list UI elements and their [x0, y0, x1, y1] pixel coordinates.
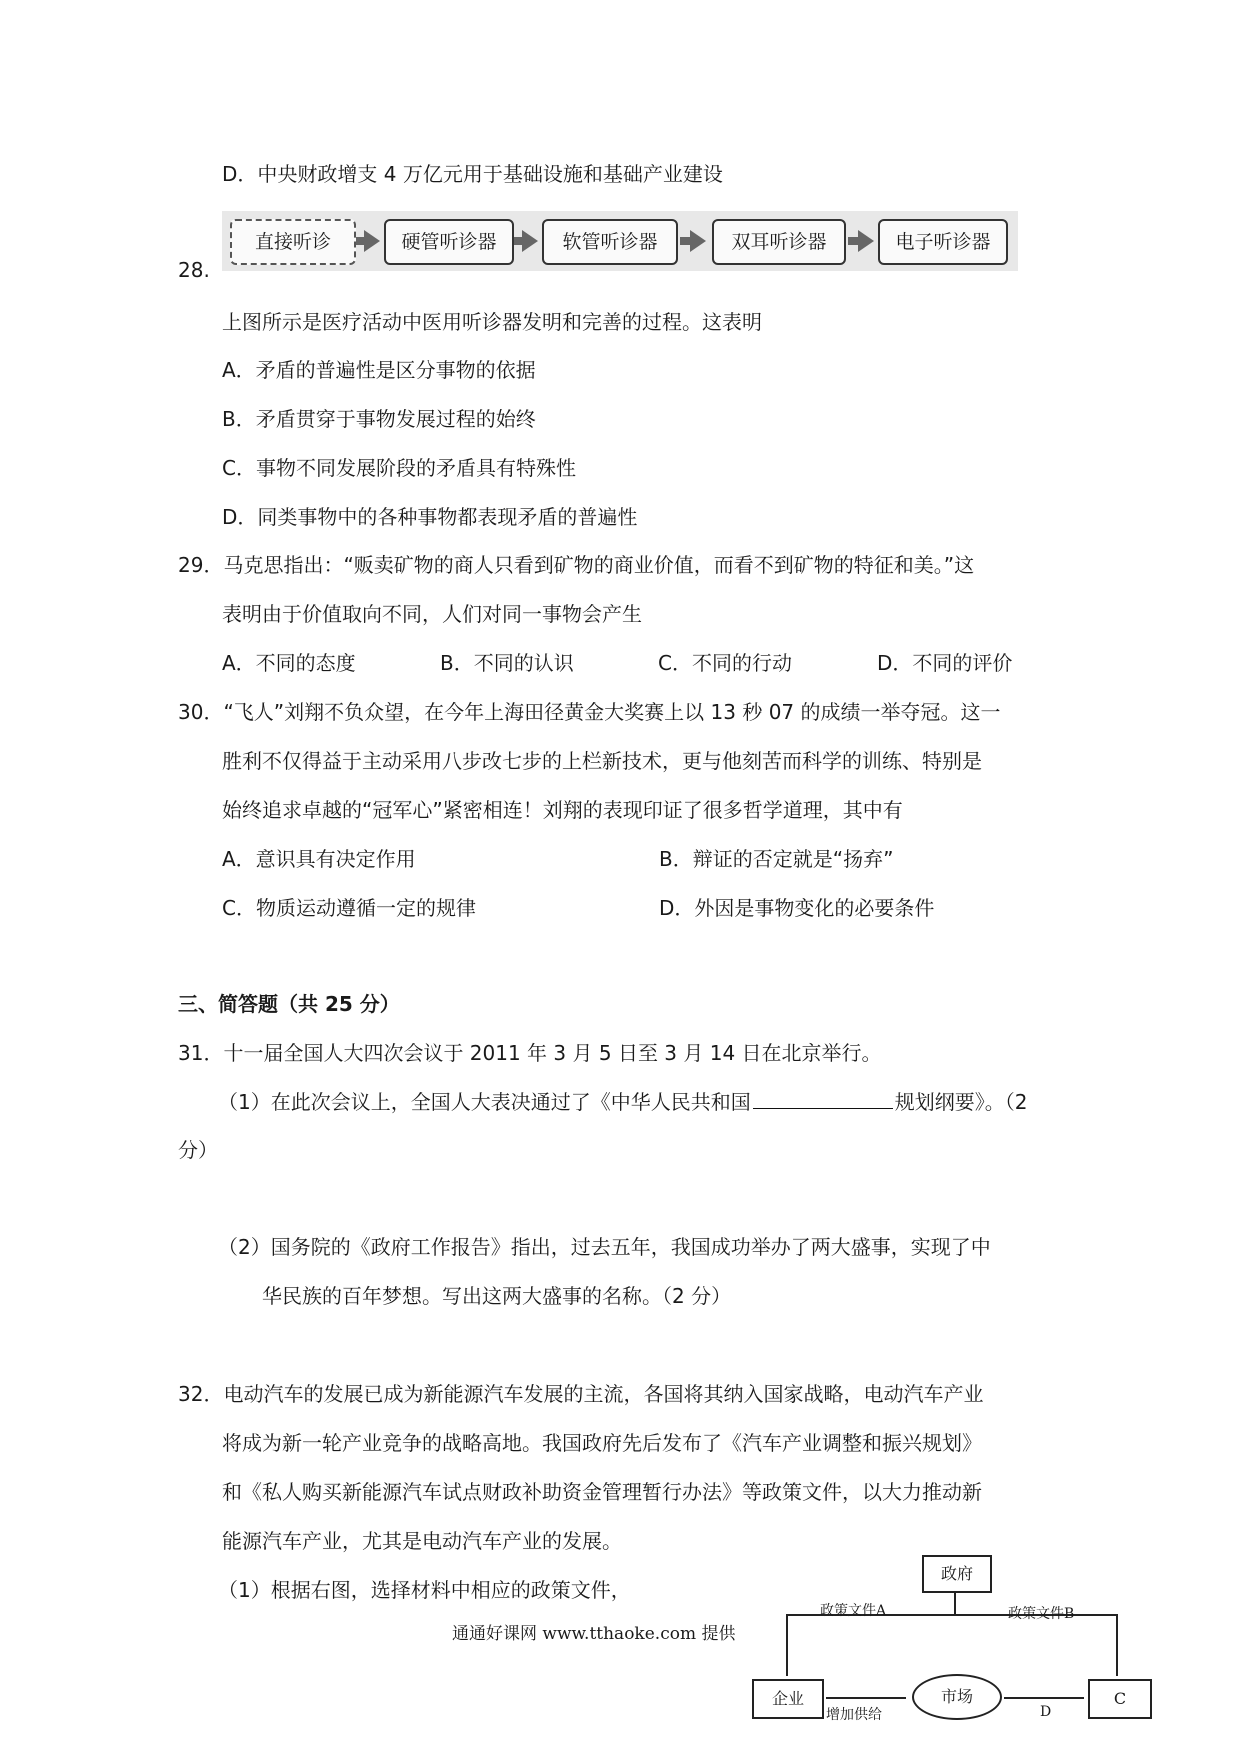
d-arrow-line [1004, 1697, 1084, 1699]
flow-step-direct: 直接听诊 [230, 219, 356, 265]
government-box: 政府 [922, 1555, 992, 1593]
flow-step-binaural: 双耳听诊器 [712, 219, 846, 265]
q32-line-1: 32．电动汽车的发展已成为新能源汽车发展的主流，各国将其纳入国家战略，电动汽车产业 [178, 1382, 984, 1406]
market-ellipse: 市场 [912, 1674, 1002, 1720]
q30-line-1: 30．“飞人”刘翔不负众望，在今年上海田径黄金大奖赛上以 13 秒 07 的成绩一举夺冠。这一 [178, 700, 1001, 724]
q31-part-1-text-before: （1）在此次会议上，全国人大表决通过了《中华人民共和国 [218, 1090, 751, 1114]
connector-line [954, 1591, 956, 1615]
q32-line-3: 和《私人购买新能源汽车试点财政补助资金管理暂行办法》等政策文件，以大力推动新 [222, 1480, 982, 1504]
q28-option-b: B．矛盾贯穿于事物发展过程的始终 [222, 407, 536, 431]
q31-part-2-line-2: 华民族的百年梦想。写出这两大盛事的名称。（2 分） [262, 1284, 732, 1308]
section-3-title: 三、简答题（共 25 分） [178, 992, 400, 1016]
q28-stem: 上图所示是医疗活动中医用听诊器发明和完善的过程。这表明 [222, 310, 762, 334]
q29-option-b: B．不同的认识 [440, 651, 574, 675]
flow-arrow-head [690, 230, 706, 252]
d-label: D [1040, 1704, 1052, 1720]
flow-arrow-head [364, 230, 380, 252]
supply-arrow-line [826, 1697, 906, 1699]
q28-number: 28. [178, 258, 210, 282]
stethoscope-flow-diagram [222, 211, 1018, 271]
flow-arrow-head [522, 230, 538, 252]
q30-option-d: D．外因是事物变化的必要条件 [659, 896, 935, 920]
q29-line-2: 表明由于价值取向不同，人们对同一事物会产生 [222, 602, 642, 626]
q31-part-2-line-1: （2）国务院的《政府工作报告》指出，过去五年，我国成功举办了两大盛事，实现了中 [218, 1235, 991, 1259]
q30-line-3: 始终追求卓越的“冠军心”紧密相连！刘翔的表现印证了很多哲学道理，其中有 [222, 798, 903, 822]
answer-blank[interactable] [753, 1088, 893, 1109]
watermark-text: 通通好课网 www.tthaoke.com 提供 [452, 1624, 736, 1644]
q32-line-2: 将成为新一轮产业竞争的战略高地。我国政府先后发布了《汽车产业调整和振兴规划》 [222, 1431, 982, 1455]
policy-b-label: 政策文件B [1008, 1606, 1075, 1622]
q30-line-2: 胜利不仅得益于主动采用八步改七步的上栏新技术，更与他刻苦而科学的训练、特别是 [222, 749, 982, 773]
q30-option-b: B．辩证的否定就是“扬弃” [659, 847, 894, 871]
q31-part-1-text-after: 规划纲要》。（2 [894, 1090, 1028, 1114]
c-box: C [1088, 1679, 1152, 1719]
connector-line [1116, 1614, 1118, 1676]
q30-option-a: A．意识具有决定作用 [222, 847, 416, 871]
q28-option-d: D．同类事物中的各种事物都表现矛盾的普遍性 [222, 505, 638, 529]
enterprise-box: 企业 [752, 1679, 824, 1719]
q29-option-d: D．不同的评价 [877, 651, 1013, 675]
q29-option-a: A．不同的态度 [222, 651, 356, 675]
q32-line-4: 能源汽车产业，尤其是电动汽车产业的发展。 [222, 1529, 622, 1553]
connector-line [786, 1614, 788, 1676]
policy-a-label: 政策文件A [820, 1603, 887, 1619]
q31-part-1-continuation: 分） [178, 1138, 218, 1162]
q28-option-c: C．事物不同发展阶段的矛盾具有特殊性 [222, 456, 576, 480]
flow-arrow-head [858, 230, 874, 252]
q29-line-1: 29．马克思指出：“贩卖矿物的商人只看到矿物的商业价值，而看不到矿物的特征和美。”这 [178, 553, 975, 577]
supply-label: 增加供给 [826, 1707, 882, 1723]
q31-part-1 [218, 1088, 1027, 1116]
q31-line-1: 31．十一届全国人大四次会议于 2011 年 3 月 5 日至 3 月 14 日在北京举行。 [178, 1041, 882, 1065]
q27-option-d: D．中央财政增支 4 万亿元用于基础设施和基础产业建设 [222, 162, 723, 186]
q28-option-a: A．矛盾的普遍性是区分事物的依据 [222, 358, 536, 382]
flow-step-soft: 软管听诊器 [542, 219, 678, 265]
q32-part-1: （1）根据右图，选择材料中相应的政策文件， [218, 1578, 631, 1602]
q30-option-c: C．物质运动遵循一定的规律 [222, 896, 476, 920]
q29-option-c: C．不同的行动 [658, 651, 792, 675]
flow-step-electronic: 电子听诊器 [878, 219, 1008, 265]
flow-step-rigid: 硬管听诊器 [384, 219, 514, 265]
